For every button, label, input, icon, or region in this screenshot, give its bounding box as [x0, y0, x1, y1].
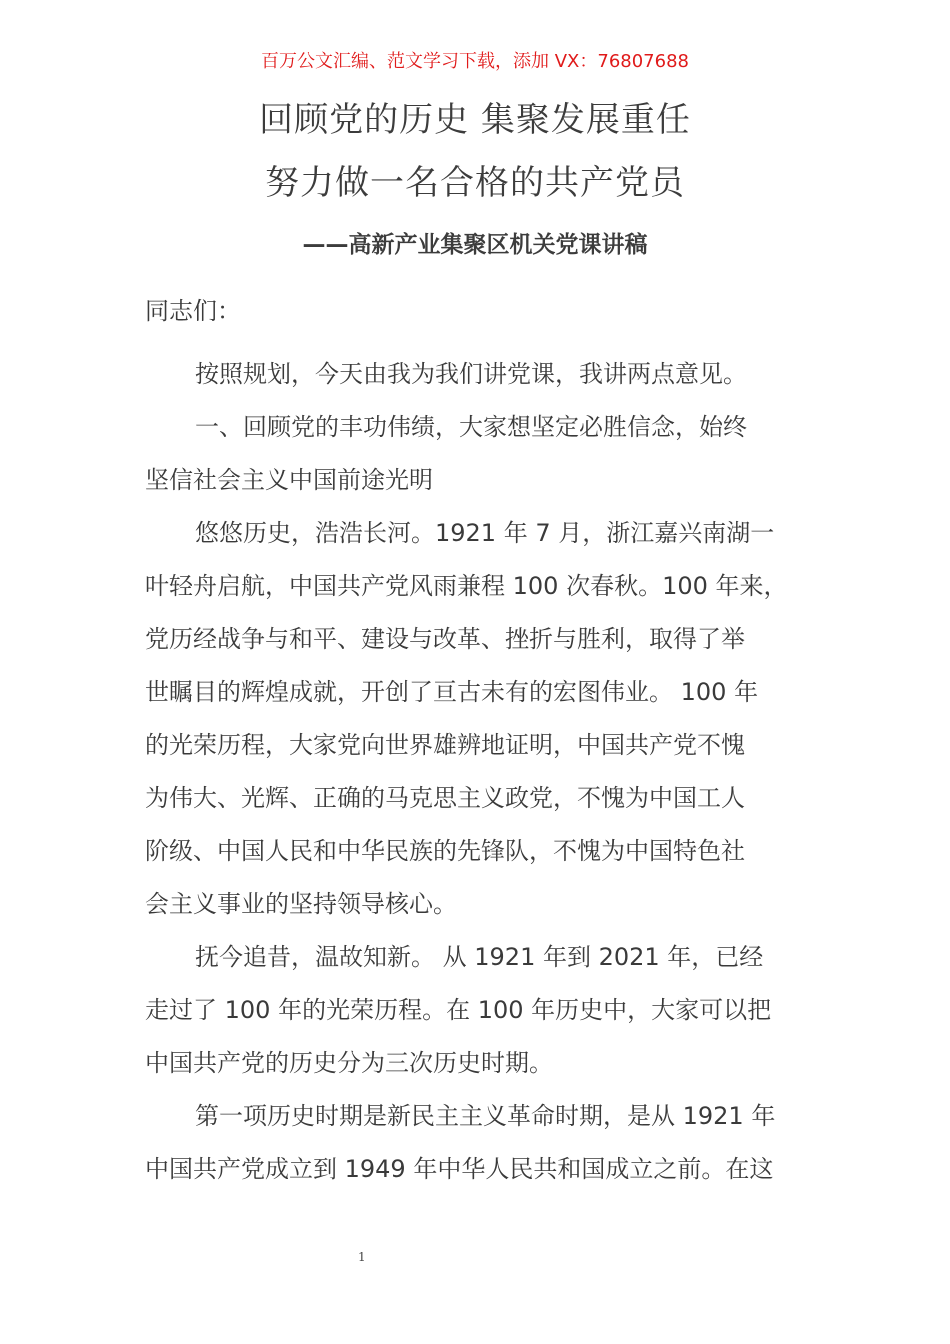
section-heading-line: 一、回顾党的丰功伟绩，大家想坚定必胜信念，始终	[195, 413, 747, 441]
paragraph-line: 为伟大、光辉、正确的马克思主义政党，不愧为中国工人	[145, 784, 745, 812]
document-title-line-1: 回顾党的历史 集聚发展重任	[259, 100, 691, 140]
section-heading-line: 坚信社会主义中国前途光明	[145, 466, 433, 494]
paragraph-line: 第一项历史时期是新民主主义革命时期，是从 1921 年	[195, 1102, 776, 1130]
spacer	[145, 338, 835, 348]
document-subtitle: ——高新产业集聚区机关党课讲稿	[302, 232, 648, 258]
paragraph-line: 中国共产党成立到 1949 年中华人民共和国成立之前。在这	[145, 1155, 774, 1183]
paragraph-line: 世瞩目的辉煌成就，开创了亘古未有的宏图伟业。 100 年	[145, 678, 759, 706]
paragraph-line: 阶级、中国人民和中华民族的先锋队，不愧为中国特色社	[145, 837, 745, 865]
document-title-line-2: 努力做一名合格的共产党员	[265, 163, 685, 203]
paragraph-line: 悠悠历史，浩浩长河。1921 年 7 月，浙江嘉兴南湖一	[195, 519, 775, 547]
greeting: 同志们：	[145, 297, 241, 325]
watermark-banner: 百万公文汇编、范文学习下载，添加 VX：76807688	[261, 51, 689, 72]
paragraph-line: 的光荣历程，大家党向世界雄辨地证明，中国共产党不愧	[145, 731, 745, 759]
paragraph-line: 党历经战争与和平、建设与改革、挫折与胜利，取得了举	[145, 625, 745, 653]
paragraph-line: 会主义事业的坚持领导核心。	[145, 890, 457, 918]
paragraph-line: 中国共产党的历史分为三次历史时期。	[145, 1049, 553, 1077]
paragraph-line: 走过了 100 年的光荣历程。在 100 年历史中，大家可以把	[145, 996, 772, 1024]
document-body	[145, 285, 835, 1196]
paragraph-line: 按照规划，今天由我为我们讲党课，我讲两点意见。	[195, 360, 747, 388]
paragraph-line: 叶轻舟启航，中国共产党风雨兼程 100 次春秋。100 年来，	[145, 572, 788, 600]
paragraph-line: 抚今追昔，温故知新。 从 1921 年到 2021 年，已经	[195, 943, 764, 971]
page-number: 1	[358, 1250, 366, 1264]
